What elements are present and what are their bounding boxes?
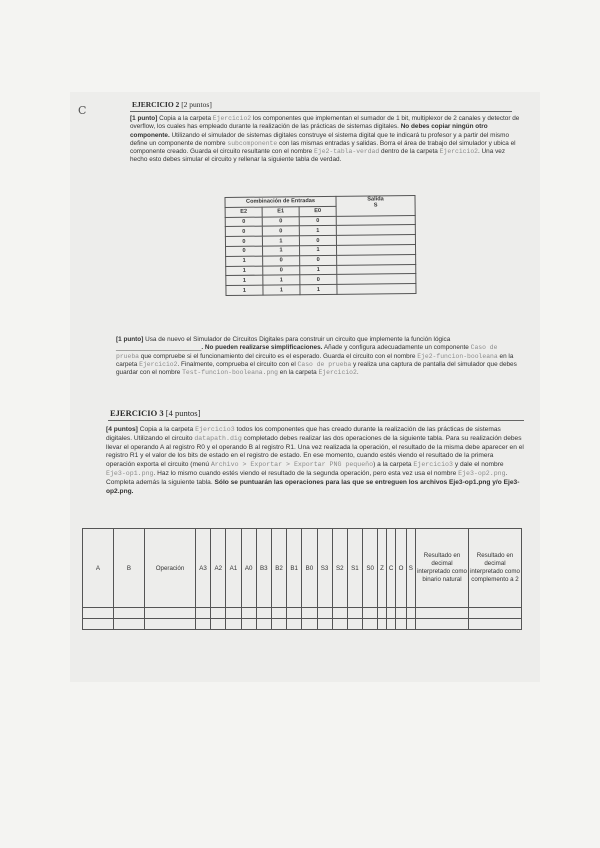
ex3-heading [110,408,200,418]
ex3-title: EJERCICIO 3 [110,408,164,418]
text: Utilizando el simulador de sistemas digitales construye el sistema digital que te indicará tu profesor y a partir del mismo define un componente de nombre [130,131,509,147]
cell[interactable] [145,619,196,630]
text: y realiza una captura de pantalla del simulador que debes guardar con el nombre [116,360,517,377]
cell[interactable] [396,619,406,630]
col-header: A0 [241,529,256,608]
file-name: Eje2-funcion-booleana [417,352,498,360]
cell[interactable] [211,608,226,619]
cell[interactable] [241,608,256,619]
cell[interactable] [469,608,522,619]
ex2-points: [2 puntos] [181,100,212,109]
component-name: subcomponente [227,139,278,147]
margin-mark: C [78,104,87,117]
folder-name: Ejercicio3 [195,426,235,433]
cell[interactable] [378,619,386,630]
col-header-natural: Resultado en decimal interpretado como binario natural [416,529,469,608]
operations-table [82,528,522,630]
text: en la carpeta [279,369,317,377]
cell[interactable] [363,608,378,619]
col-header: S [406,529,415,608]
col-header: B0 [302,529,317,608]
col-header: B [114,529,145,608]
col-header: S1 [347,529,362,608]
cell: 0 [299,216,336,226]
cell[interactable] [271,619,286,630]
cell: 1 [226,285,263,295]
col-header: A [83,529,114,608]
text: Copia a la carpeta [139,426,194,433]
table-row [226,284,416,296]
folder-name: Ejercicio3 [413,461,453,469]
cell[interactable] [241,619,256,630]
cell: 0 [263,265,300,275]
cell: 1 [226,256,263,266]
cell[interactable] [416,608,469,619]
cell: 1 [299,226,336,236]
col-header: A1 [226,529,241,608]
col-header: S3 [317,529,332,608]
ex2-paragraph-2 [116,336,522,377]
text: . [356,369,359,377]
lead: [4 puntos] [106,426,138,433]
cell: 0 [262,226,299,236]
cell: 0 [300,255,337,265]
cell[interactable] [271,608,286,619]
text: . Completa además la siguiente tabla. [106,469,508,486]
col-header: B1 [287,529,302,608]
text: en la carpeta [116,352,514,368]
cell[interactable] [302,619,317,630]
cell[interactable] [386,608,396,619]
col-header: A3 [196,529,211,608]
col-header: O [396,529,406,608]
text: Añade y configura adecuadamente un componente [323,344,469,352]
col-header: S0 [363,529,378,608]
cell[interactable] [287,619,302,630]
cell[interactable] [363,619,378,630]
text: los componentes que implementan el sumador de 1 bit, multiplexor de 2 canales y detector de overflow, los cuales has empleado durante la realización de las prácticas de sistemas digitales. [130,115,520,131]
col-header-complement: Resultado en decimal interpretado como complemento a 2 [469,529,522,608]
cell[interactable] [378,608,386,619]
folder-name: Ejercicio2 [139,360,178,368]
cell[interactable] [114,608,145,619]
cell[interactable] [145,608,196,619]
col-header: C [386,529,396,608]
text: que compruebe si el funcionamiento del circuito es el esperado. Guarda el circuito con el nombre [140,352,416,360]
cell: 1 [300,245,337,255]
text: ) a la carpeta [373,461,412,469]
cell[interactable] [469,619,522,630]
cell[interactable] [317,608,332,619]
text: todos los componentes que has creado durante la realización de las prácticas de sistemas digitales. Utilizando el circuito [106,426,501,442]
folder-name: Ejercicio2 [212,115,252,122]
cell[interactable] [211,619,226,630]
text: y dale el nombre [454,461,504,469]
cell: 0 [225,226,262,236]
cell: 1 [300,285,337,295]
cell[interactable] [332,619,347,630]
cell[interactable] [416,619,469,630]
cell[interactable] [256,608,271,619]
cell: 0 [226,246,263,256]
cell[interactable] [396,608,406,619]
cell[interactable] [406,619,415,630]
folder-name: Ejercicio2 [318,369,357,377]
file-name: Test-funcion-booleana.png [182,369,278,377]
text: . Una vez hecho esto debes simular el circuito y rellenar la siguiente tabla de verdad. [130,148,506,164]
out-header-label: Salida [367,196,384,203]
component-name: Caso de prueba [116,344,498,360]
col-header: E2 [225,207,262,217]
cell[interactable] [114,619,145,630]
col-header: B2 [271,529,286,608]
truth-table [224,195,416,296]
text: . Haz lo mismo cuando estés viendo el resultado de la segunda operación, pero esta vez usa el nombre [153,469,457,477]
ex2-title: EJERCICIO 2 [132,100,180,109]
text: Usa de nuevo el Simulador de Circuitos Digitales para construir un circuito que implemente la función lógica [145,336,451,343]
ex2-paragraph-1 [130,115,524,165]
warning: . No pueden realizarse simplificaciones. [201,344,323,352]
cell[interactable] [332,608,347,619]
cell: 0 [299,236,336,246]
cell[interactable] [386,619,396,630]
col-header: B3 [256,529,271,608]
cell: 0 [225,236,262,246]
cell[interactable] [347,619,362,630]
cell: 0 [263,256,300,266]
cell[interactable] [226,619,241,630]
ex2-heading [132,100,212,109]
output-cell[interactable] [337,284,416,295]
cell: 1 [263,285,300,295]
text: . Finalmente, comprueba el circuito con el [177,360,296,368]
ex3-points: [4 puntos] [165,408,201,418]
cell[interactable] [317,619,332,630]
cell: 1 [262,236,299,246]
folder-name: Ejercicio2 [439,148,479,156]
cell[interactable] [83,608,114,619]
cell[interactable] [196,619,211,630]
out-header [336,196,415,216]
ex2-rule [130,111,512,112]
table-header-row [83,529,522,608]
cell: 0 [225,217,262,227]
final-note: Sólo se puntuarán las operaciones para las que se entreguen los archivos Eje3-op1.png y/o Eje3-op2.png. [106,478,520,495]
cell: 0 [300,275,337,285]
col-header: Z [378,529,386,608]
cell[interactable] [83,619,114,630]
cell: 1 [263,275,300,285]
cell: 1 [226,266,263,276]
circuit-name: datapath.dig [194,434,242,442]
cell: 1 [300,265,337,275]
table-row [83,619,522,630]
group-header: Combinación de Entradas [225,196,336,207]
file-name: Eje3-op2.png [458,469,506,477]
col-header: Operación [145,529,196,608]
warning: No debes copiar ningún otro componente. [130,123,488,139]
menu-path: Archivo > Exportar > Exportar PNG pequeño [210,461,374,469]
answer-blank[interactable]: ________________________ [116,344,202,352]
component-name: Caso de prueba [297,360,352,368]
cell[interactable] [347,608,362,619]
cell[interactable] [287,608,302,619]
text: Copia a la carpeta [159,115,211,122]
out-col-label: S [373,202,378,209]
cell[interactable] [256,619,271,630]
ex3-rule [108,420,524,421]
table-row [83,608,522,619]
cell: 1 [263,246,300,256]
file-name: Eje3-op1.png [106,469,154,477]
cell[interactable] [196,608,211,619]
text: completado debes realizar las dos operaciones de la siguiente tabla. Para su realización debes llevar el operando A al registro R0 y el operando B al registro R1. Una vez realizada la operación, el resultado de la misma debe aparecer en el registro R1 y el valor de los bits de estado en el registro de estado. En ese momento, cuando estés viendo el resultado de la primera operación exporta el circuito (menú [106,434,524,469]
col-header: E1 [262,207,299,217]
cell[interactable] [302,608,317,619]
col-header: S2 [332,529,347,608]
cell[interactable] [226,608,241,619]
cell[interactable] [406,608,415,619]
col-header: A2 [211,529,226,608]
lead: [1 punto] [116,336,144,343]
cell: 1 [226,275,263,285]
text: con las mismas entradas y salidas. Borra el área de trabajo del simulador y ubica el componente creado. Guarda el circuito resultante con el nombre [130,139,516,156]
text: dentro de la carpeta [381,148,438,156]
cell: 0 [262,216,299,226]
file-name: Eje2-tabla-verdad [314,148,380,156]
ex3-paragraph [106,426,524,496]
col-header: E0 [299,206,336,216]
lead: [1 punto] [130,115,158,122]
